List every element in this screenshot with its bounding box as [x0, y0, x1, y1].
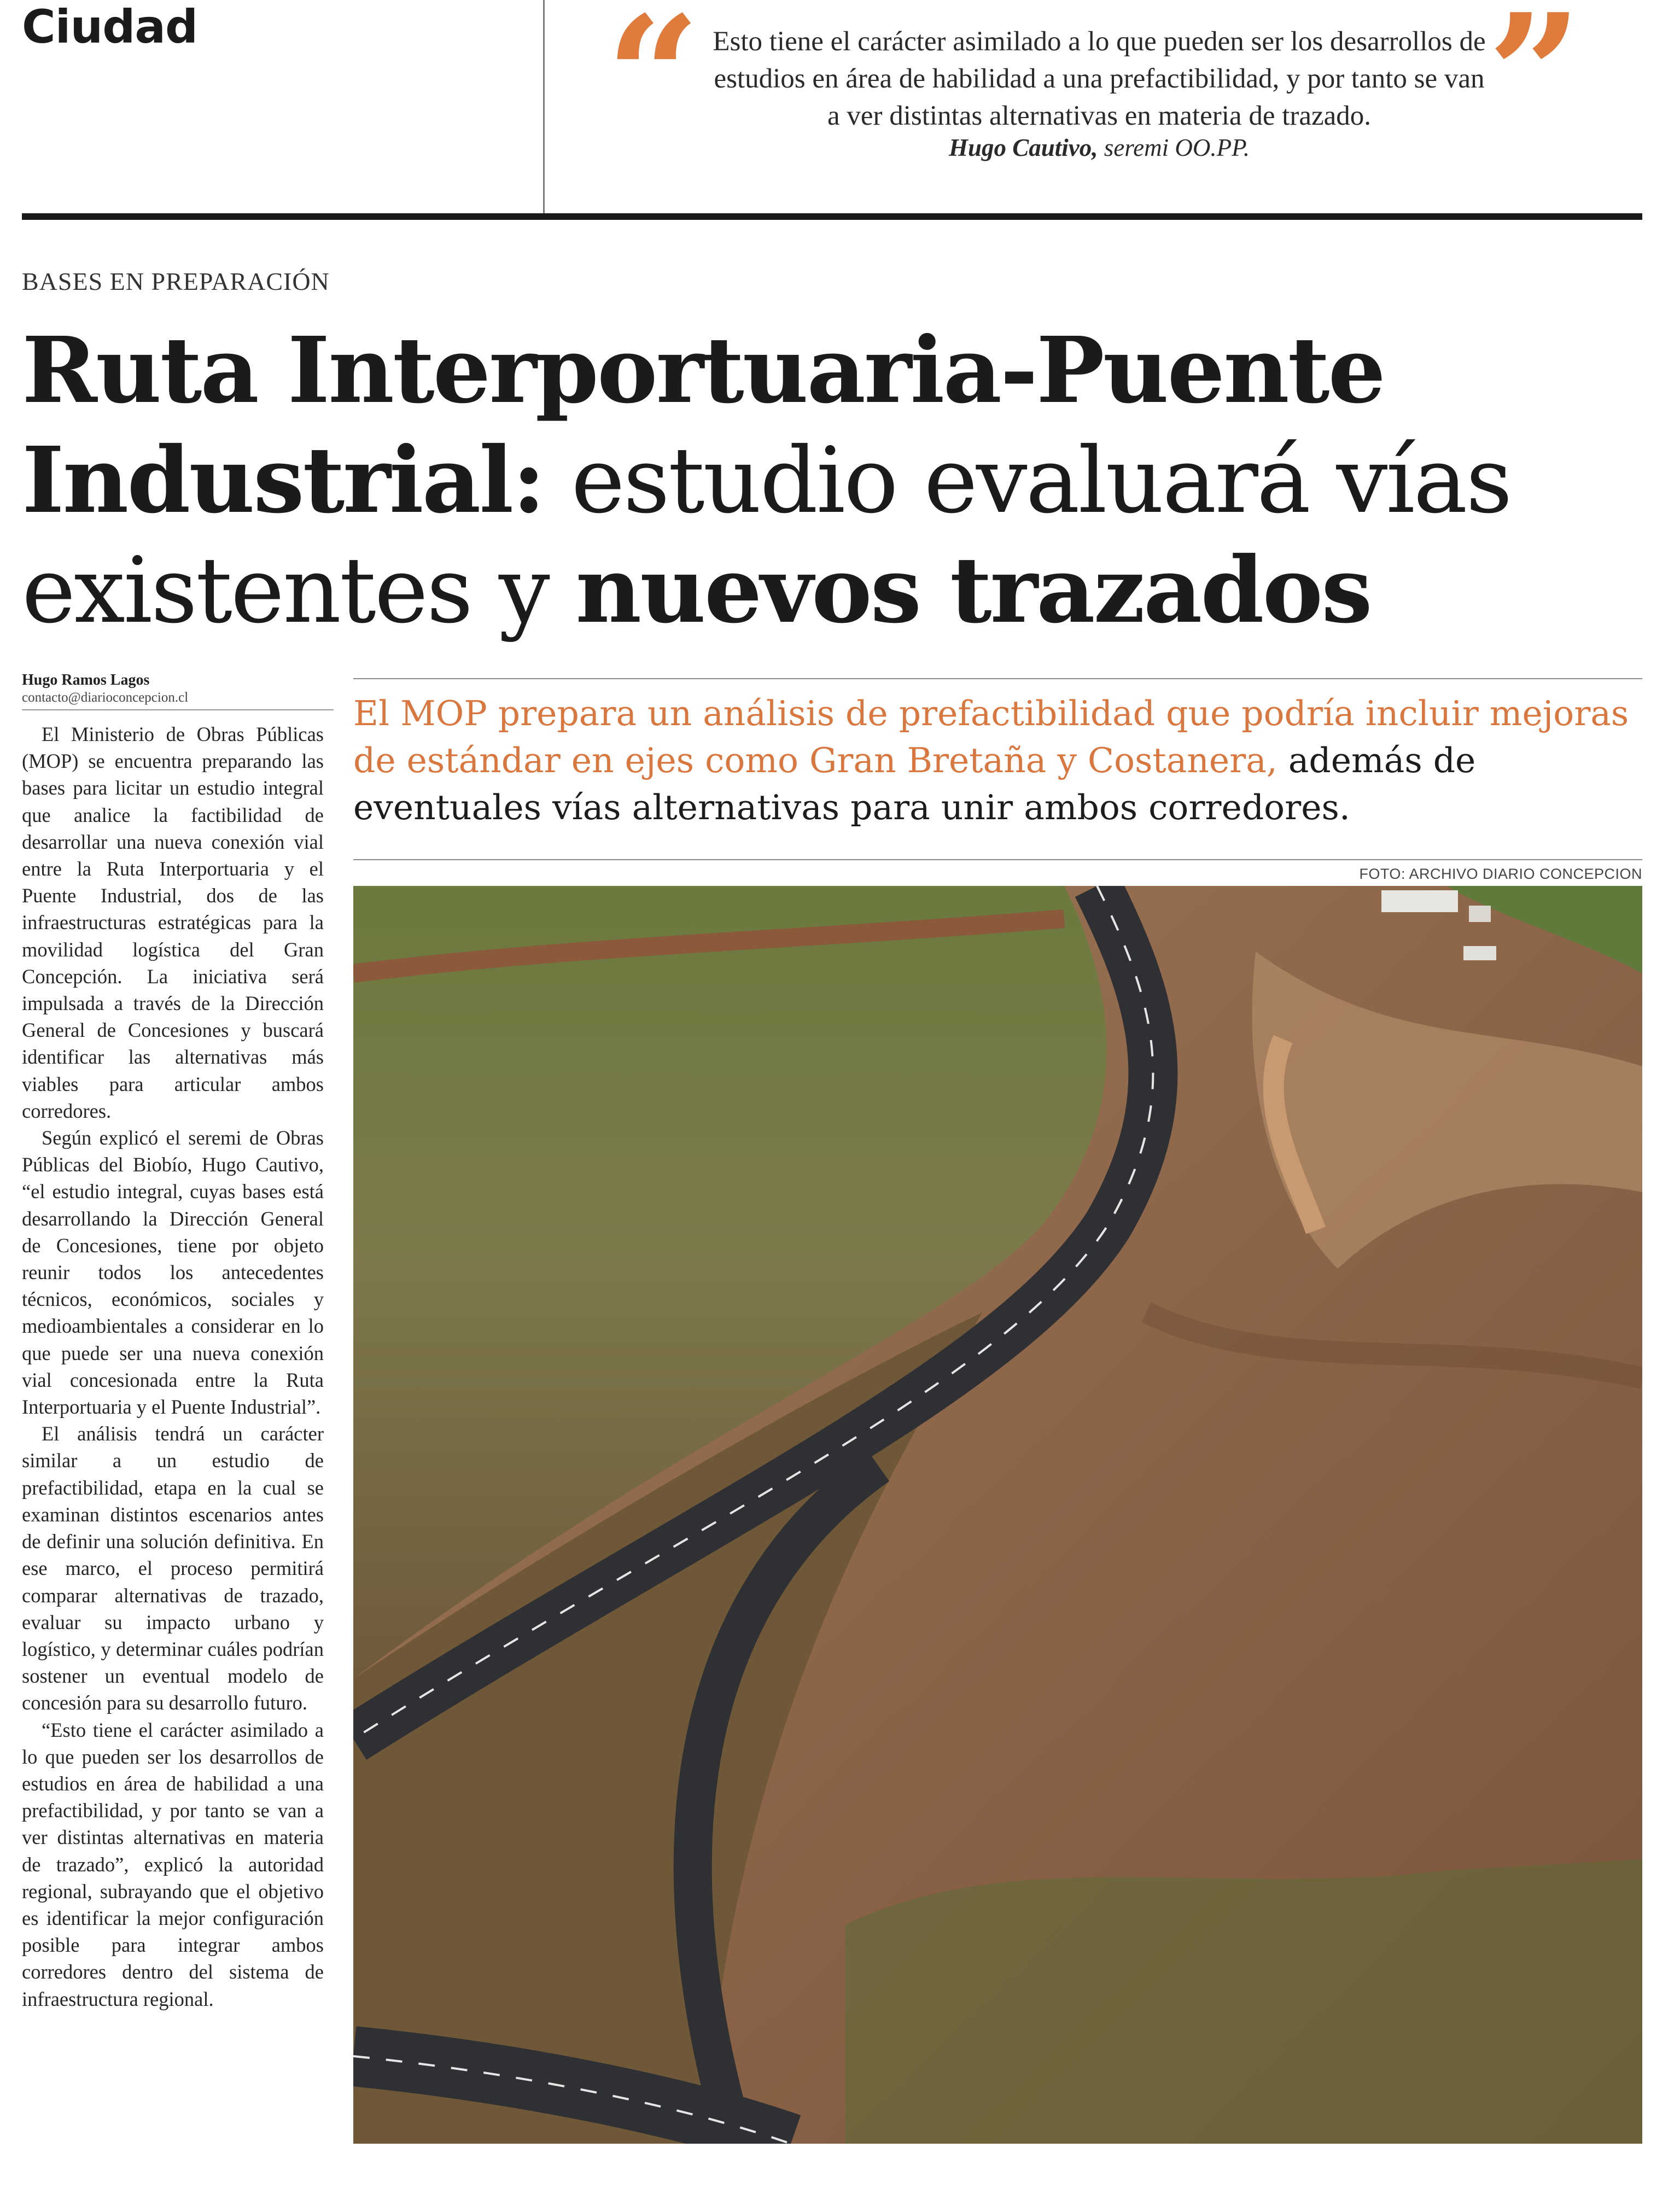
body-paragraph: “Esto tiene el carácter asimilado a lo que pueden ser los desarrollos de estudios en área de habilidad a una prefactibilidad, y por tanto se van a ver distintas alternativas en materia de trazado”, explicó la autoridad regional, subrayando que el objetivo es identificar la mejor configuración posible para integrar ambos corredores dentro del sistema de infraestructura regional.	[22, 1718, 324, 2010]
aerial-highway-photo	[353, 886, 1642, 2144]
headline-bold-2: nuevos trazados	[575, 537, 1371, 644]
deck-rest: además de eventuales vías alternativas para unir ambos corredores.	[353, 740, 1476, 827]
deck	[353, 690, 1642, 831]
headline	[22, 316, 1608, 646]
close-quote-icon: ”	[1488, 0, 1582, 171]
article-body	[22, 721, 324, 2012]
section-label: Ciudad	[22, 0, 198, 54]
body-paragraph: El análisis tendrá un carácter similar a un estudio de prefactibilidad, etapa en la cual se examinan distintos escenarios antes de definir una solución definitiva. En ese marco, el proceso permitirá comparar alternativas de trazado, evaluar su impacto urbano y logístico, y determinar cuáles podrían sostener un eventual modelo de concesión para su desarrollo futuro.	[22, 1422, 324, 1714]
headline-bold-1: Ruta Interportuaria-Puente Industrial:	[22, 317, 1385, 534]
quote-attribution	[711, 133, 1488, 162]
byline-rule	[22, 709, 334, 710]
headline-light: estudio evaluará vías existentes y	[22, 428, 1511, 644]
pull-quote: Esto tiene el carácter asimilado a lo que pueden ser los desarrollos de estudios en área de habilidad a una prefactibilidad, y por tanto se van a ver distintas alternativas en materia de trazado.	[713, 26, 1486, 131]
photo-credit: FOTO: ARCHIVO DIARIO CONCEPCION	[1359, 866, 1642, 882]
deck-rule-top	[353, 678, 1642, 679]
deck-rule-bottom	[353, 859, 1642, 860]
byline-name: Hugo Ramos Lagos	[22, 672, 150, 688]
top-rule	[22, 213, 1642, 220]
body-paragraph: Según explicó el seremi de Obras Públicas del Biobío, Hugo Cautivo, “el estudio integral, cuyas bases está desarrollando la Dirección General de Concesiones, tiene por objeto reunir todos los antecedentes técnicos, económicos, sociales y medioambientales a considerar en lo que puede ser una nueva conexión vial concesionada entre la Ruta Interportuaria y el Puente Industrial”.	[22, 1127, 324, 1419]
body-paragraph: El Ministerio de Obras Públicas (MOP) se encuentra preparando las bases para licitar un estudio integral que analice la factibilidad de desarrollar una nueva conexión vial entre la Ruta Interportuaria y el Puente Industrial, dos de las infraestructuras estratégicas para la movilidad logística del Gran Concepción. La iniciativa será impulsada a través de la Dirección General de Concesiones y buscará identificar las alternativas más viables para articular ambos corredores.	[22, 723, 324, 1122]
quote-author: Hugo Cautivo,	[948, 134, 1098, 161]
header-divider	[543, 0, 545, 214]
deck-accent: El MOP prepara un análisis de prefactibilidad que podría incluir mejoras de estándar en ejes como Gran Bretaña y Costanera,	[353, 693, 1629, 780]
byline-email[interactable]: contacto@diarioconcepcion.cl	[22, 690, 189, 705]
kicker: BASES EN PREPARACIÓN	[22, 267, 330, 295]
open-quote-icon: “	[606, 0, 701, 173]
quote-role: seremi OO.PP.	[1104, 134, 1250, 161]
